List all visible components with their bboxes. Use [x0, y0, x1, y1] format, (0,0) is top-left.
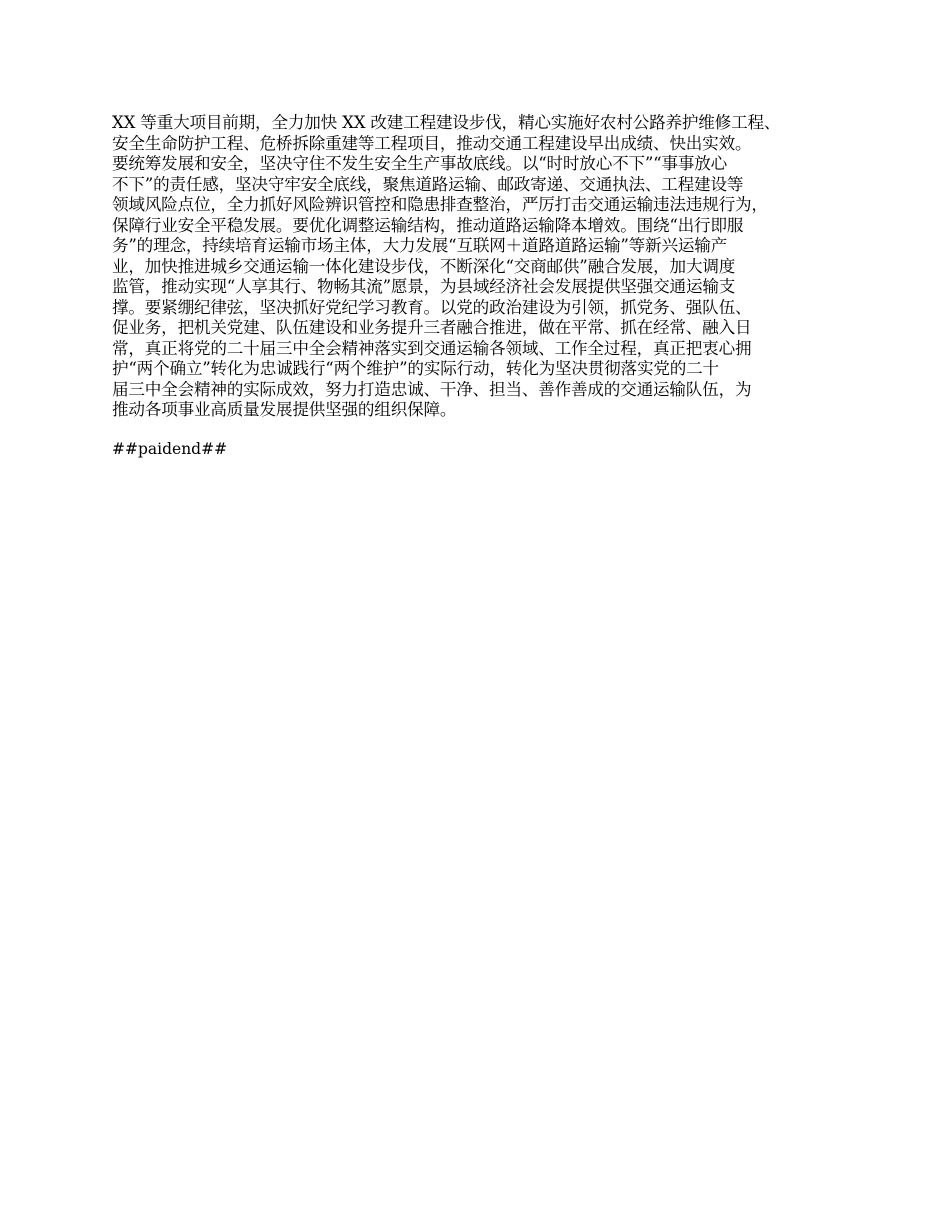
- paragraph-line: XX 等重大项目前期，全力加快 XX 改建工程建设步伐，精心实施好农村公路养护维修工程、: [112, 113, 781, 132]
- body-paragraph: [112, 113, 852, 421]
- paragraph-line: 推动各项事业高质量发展提供坚强的组织保障。: [112, 400, 457, 419]
- paragraph-line: 务”的理念，持续培育运输市场主体，大力发展“互联网＋道路道路运输”等新兴运输产: [112, 236, 728, 255]
- paragraph-line: 要统筹发展和安全，坚决守住不发生安全生产事故底线。以“时时放心不下”“事事放心: [112, 154, 728, 173]
- paragraph-line: 撑。要紧绷纪律弦，坚决抓好党纪学习教育。以党的政治建设为引领，抓党务、强队伍、: [112, 297, 752, 317]
- document-page: [112, 113, 852, 459]
- paid-end-marker: ##paidend##: [112, 439, 228, 458]
- paragraph-line: 领域风险点位，全力抓好风险辨识管控和隐患排查整治，严厉打击交通运输违法违规行为，: [112, 195, 768, 214]
- paragraph-line: 常，真正将党的二十届三中全会精神落实到交通运输各领域、工作全过程，真正把衷心拥: [112, 338, 752, 358]
- paragraph-line: 护“两个确立”转化为忠诚践行“两个维护”的实际行动，转化为坚决贯彻落实党的二十: [112, 359, 719, 378]
- paragraph-line: 届三中全会精神的实际成效，努力打造忠诚、干净、担当、善作善成的交通运输队伍，为: [112, 379, 752, 399]
- paragraph-line: 保障行业安全平稳发展。要优化调整运输结构，推动道路运输降本增效。围绕“出行即服: [112, 215, 744, 235]
- paragraph-line: 监管，推动实现“人享其行、物畅其流”愿景，为县域经济社会发展提供坚强交通运输支: [112, 277, 736, 296]
- paragraph-line: 促业务，把机关党建、队伍建设和业务提升三者融合推进，做在平常、抓在经常、融入日: [112, 318, 752, 337]
- paragraph-line: 业，加快推进城乡交通运输一体化建设步伐，不断深化“交商邮供”融合发展，加大调度: [112, 256, 736, 276]
- paragraph-line: 不下”的责任感，坚决守牢安全底线，聚焦道路运输、邮政寄递、交通执法、工程建设等: [112, 174, 744, 194]
- paragraph-line: 安全生命防护工程、危桥拆除重建等工程项目，推动交通工程建设早出成绩、快出实效。: [112, 133, 752, 153]
